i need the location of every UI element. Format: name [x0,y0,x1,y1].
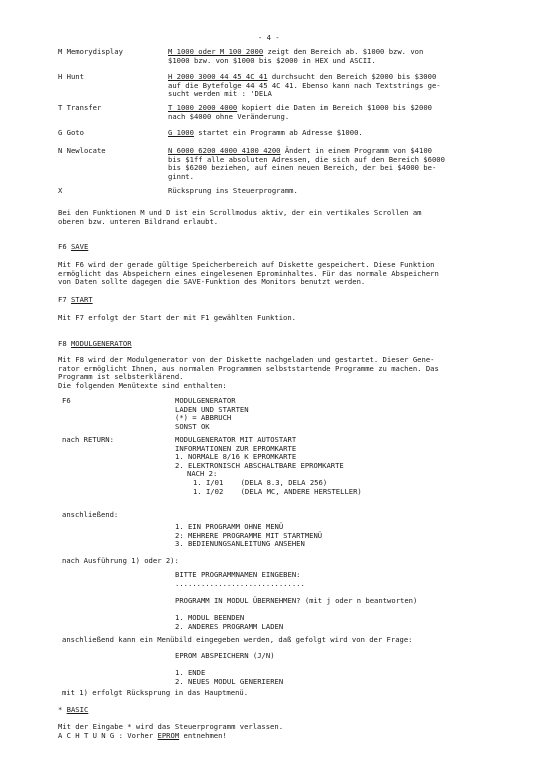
section-f7-start [58,296,528,305]
section-heading: F7 START [58,295,93,304]
menu-line: 1. EIN PROGRAMM OHNE MENÜ [175,522,284,531]
menu-line: SONST OK [175,421,210,431]
section-basic [58,706,528,715]
menu-block-exec [175,571,417,631]
command-description [168,48,528,65]
text-line: Mit F7 erfolgt der Start der mit F1 gewählten Funktion. [58,313,296,322]
description-line: auf die Bytefolge 44 45 4C 41. Ebenso kann nach Textstrings ge- [168,80,441,90]
menu-line: 1. I/01 (DELA 8.3, DELA 256) [193,477,328,487]
menu-block-f6 [175,397,249,431]
description-line: zeigt den Bereich ab. $1000 bzw. von [263,47,424,56]
menu-label-exec: nach Ausführung 1) oder 2): [62,556,179,565]
section-heading: F6 SAVE [58,242,89,251]
text-line: rator ermöglicht Ihnen, aus normalen Programmen selbststartende Programme zu machen. Das [58,363,439,373]
command-description [168,73,528,99]
section-f8-modulgenerator [58,340,528,349]
command-syntax: M 1000 oder M 100 2000 [168,47,264,56]
command-syntax: N 6000 6200 4000 4100 4200 [168,146,281,155]
menu-line: MODULGENERATOR [175,396,236,405]
command-key: M Memorydisplay [58,47,123,56]
command-key: X [58,186,63,195]
text-line: Mit der Eingabe * wird das Steuerprogramm verlassen. [58,722,284,731]
menu-line: 2. ELEKTRONISCH ABSCHALTBARE EPROMKARTE [175,460,344,470]
menu-block-question [175,652,283,686]
text-line: Bei den Funktionen M und D ist ein Scrollmodus aktiv, der ein vertikales Scrollen am [58,208,422,217]
menu-line: MODULGENERATOR MIT AUTOSTART [175,435,297,444]
description-line: bis $6200 beziehen, auf einen neuen Bereich, der bei $4000 be- [168,163,437,173]
menu-line: 1. ENDE [175,668,206,678]
description-line: ginnt. [168,171,194,181]
text-line: Programm ist selbsterklärend. [58,372,184,382]
section-basic-text [58,723,528,740]
description-line: Ändert in einem Programm von $4100 [280,146,432,155]
menu-line: PROGRAMM IN MODUL ÜBERNEHMEN? (mit j oder n beantworten) [175,595,418,605]
section-heading: F8 MODULGENERATOR [58,339,132,348]
command-key: N Newlocate [58,146,106,155]
page-number: - 4 - [258,33,280,42]
menu-line: .............................. [175,578,305,588]
description-line: sucht werden mit : 'DELA [168,89,272,99]
text-line: ermöglicht das Abspeichern eines eingelesenen Eprominhaltes. Für das normale Abspeichern [58,268,439,278]
command-key: G Goto [58,128,84,137]
command-description [168,147,528,181]
menu-line: 2. ANDERES PROGRAMM LADEN [175,621,284,631]
command-key: H Hunt [58,72,84,81]
menu-line: INFORMATIONEN ZUR EPROMKARTE [175,443,297,453]
command-syntax: G 1000 [168,128,194,137]
text-line: oberen bzw. unteren Bildrand erlaubt. [58,216,219,226]
menu-line: 2: MEHRERE PROGRAMME MIT STARTMENÜ [175,530,323,540]
menu-label-question: anschließend kann ein Menübild eingegeben werden, daß gefolgt wird von der Frage: [62,635,413,644]
menu-line: BITTE PROGRAMMNAMEN EINGEBEN: [175,570,301,579]
menu-line: 1. MODUL BEENDEN [175,612,245,622]
description-line: durchsucht den Bereich $2000 bis $3000 [267,72,437,81]
description-line: $1000 bzw. von $1000 bis $2000 in HEX und ASCII. [168,55,376,65]
menu-label-after: anschließend: [62,510,119,519]
scroll-note [58,209,528,226]
command-syntax: T 1000 2000 4000 [168,103,238,112]
command-description [168,104,528,121]
description-line: startet ein Programm ab Adresse $1000. [193,128,363,137]
menu-block-after [175,523,322,549]
text-line: Mit F8 wird der Modulgenerator von der Diskette nachgeladen und gestartet. Dieser Gene- [58,355,435,364]
description-line: Rücksprung ins Steuerprogramm. [168,186,298,195]
menu-line: LADEN UND STARTEN [175,404,249,414]
menu-label-return: nach RETURN: [62,435,114,444]
section-heading: * BASIC [58,705,89,714]
menu-line: EPROM ABSPEICHERN (J/N) [175,651,275,660]
menu-block-return [175,436,362,496]
return-note: mit 1) erfolgt Rücksprung in das Hauptmenü. [62,688,249,697]
menu-line: NACH 2: [187,469,218,479]
command-description [168,129,528,138]
text-line: Mit F6 wird der gerade gültige Speicherbereich auf Diskette gespeichert. Diese Funktion [58,260,435,269]
menu-label-f6: F6 [62,396,71,405]
command-description [168,187,528,196]
text-line: Die folgenden Menütexte sind enthalten: [58,380,227,390]
menu-line: 2. NEUES MODUL GENERIEREN [175,676,284,686]
menu-line: (*) = ABBRUCH [175,413,232,423]
description-line: nach $4000 ohne Veränderung. [168,111,290,121]
section-f8-text [58,356,528,390]
menu-line: 1. I/02 (DELA MC, ANDERE HERSTELLER) [193,486,362,496]
section-f6-save [58,243,528,252]
text-line: von Daten sollte dagegen die SAVE-Funktion des Monitors benutzt werden. [58,277,366,287]
description-line: kopiert die Daten im Bereich $1000 bis $2000 [237,103,432,112]
warning-line: A C H T U N G : Vorher EPROM entnehmen! [58,730,227,740]
section-f6-text [58,261,528,287]
section-f7-text [58,314,528,323]
command-syntax: H 2000 3000 44 45 4C 41 [168,72,268,81]
command-key: T Transfer [58,103,102,112]
menu-line: 3. BEDIENUNGSANLEITUNG ANSEHEN [175,539,305,549]
description-line: bis $1ff alle absoluten Adressen, die sich auf den Bereich $6000 [168,154,445,164]
menu-line: 1. NORMALE 8/16 K EPROMKARTE [175,452,297,462]
